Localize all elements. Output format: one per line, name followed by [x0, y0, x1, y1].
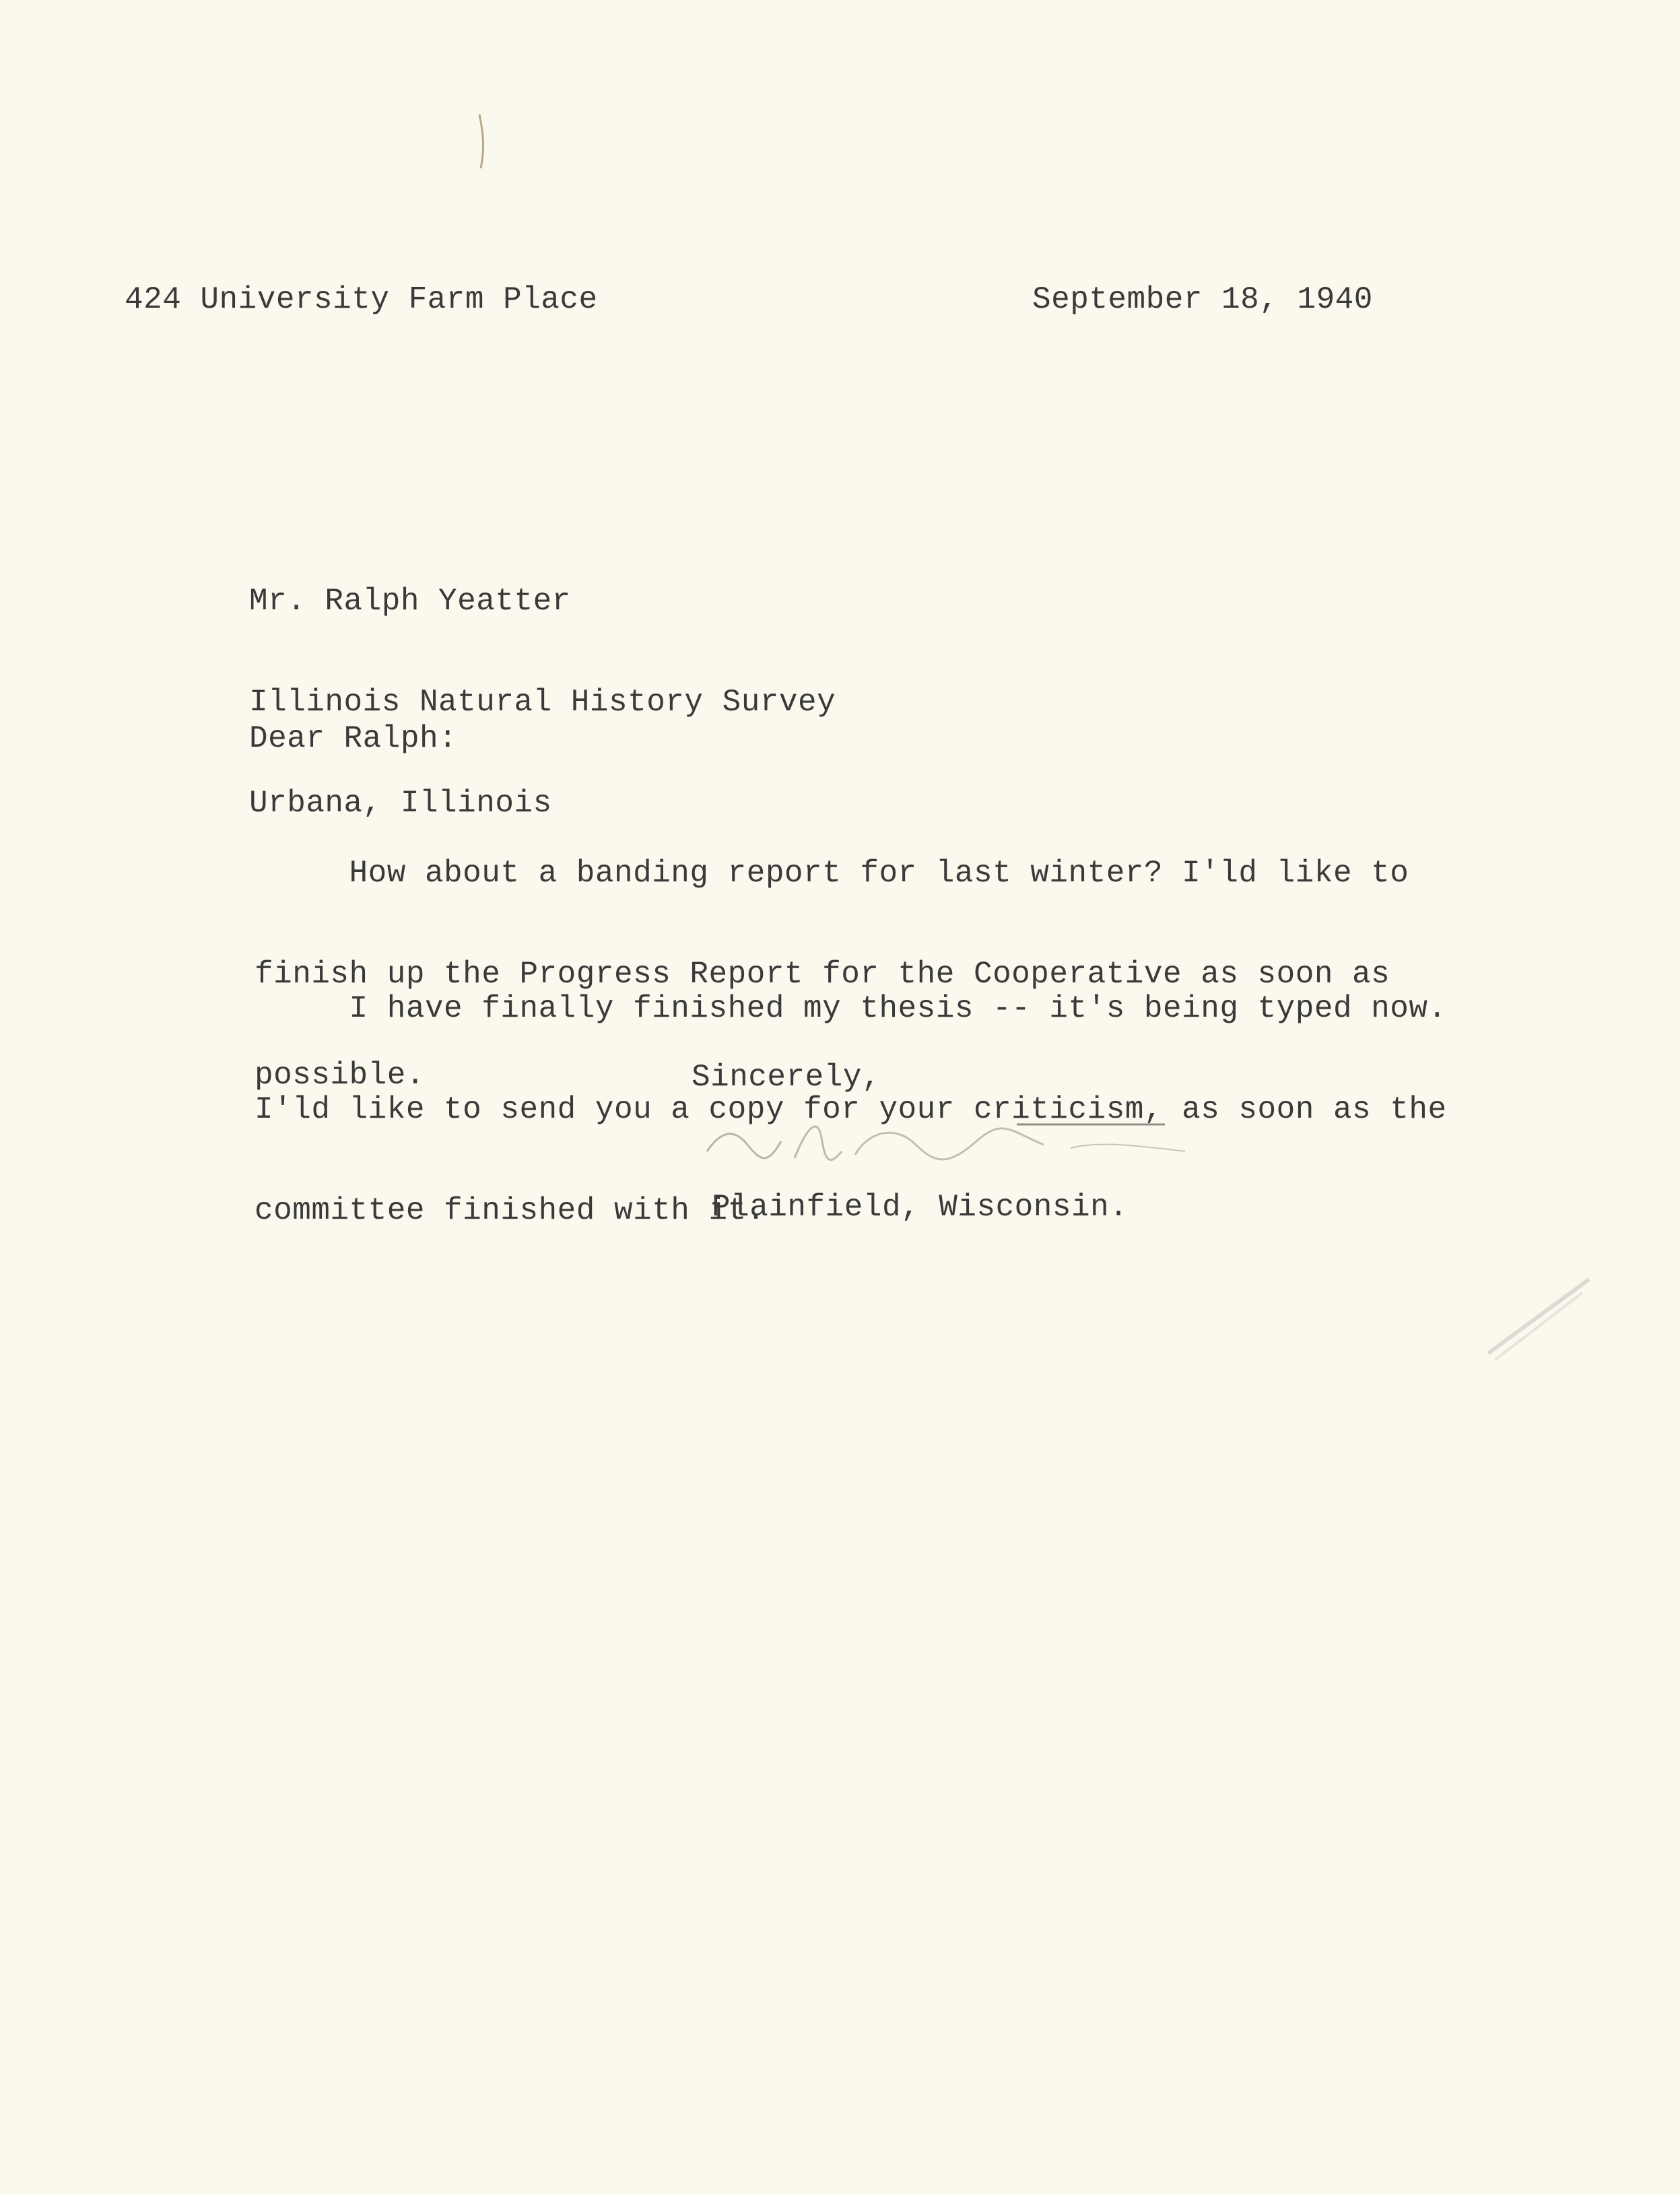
- pencil-smudge: [1481, 1266, 1596, 1367]
- paragraph-line: I'ld like to send you a copy for your criticism, as soon as the: [255, 1092, 1447, 1127]
- paragraph-line: finish up the Progress Report for the Cooperative as soon as: [255, 957, 1390, 992]
- signer-location: Plainfield, Wisconsin.: [712, 1190, 1129, 1225]
- recipient-organization: Illinois Natural History Survey: [249, 685, 836, 720]
- recipient-city: Urbana, Illinois: [249, 786, 552, 821]
- recipient-name: Mr. Ralph Yeatter: [249, 584, 571, 619]
- paragraph-line: How about a banding report for last winter? I'ld like to: [255, 856, 1409, 891]
- pencil-mark: [471, 108, 492, 175]
- handwritten-signature: [694, 1104, 1205, 1185]
- closing: Sincerely,: [692, 1060, 881, 1095]
- salutation: Dear Ralph:: [249, 721, 458, 756]
- paragraph-line: I have finally finished my thesis -- it's being typed now.: [255, 991, 1447, 1026]
- paragraph-line: committee finished with it.: [255, 1193, 766, 1228]
- letter-date: September 18, 1940: [1032, 282, 1373, 317]
- sender-address: 424 University Farm Place: [125, 282, 598, 317]
- paragraph-line: possible.: [255, 1058, 425, 1093]
